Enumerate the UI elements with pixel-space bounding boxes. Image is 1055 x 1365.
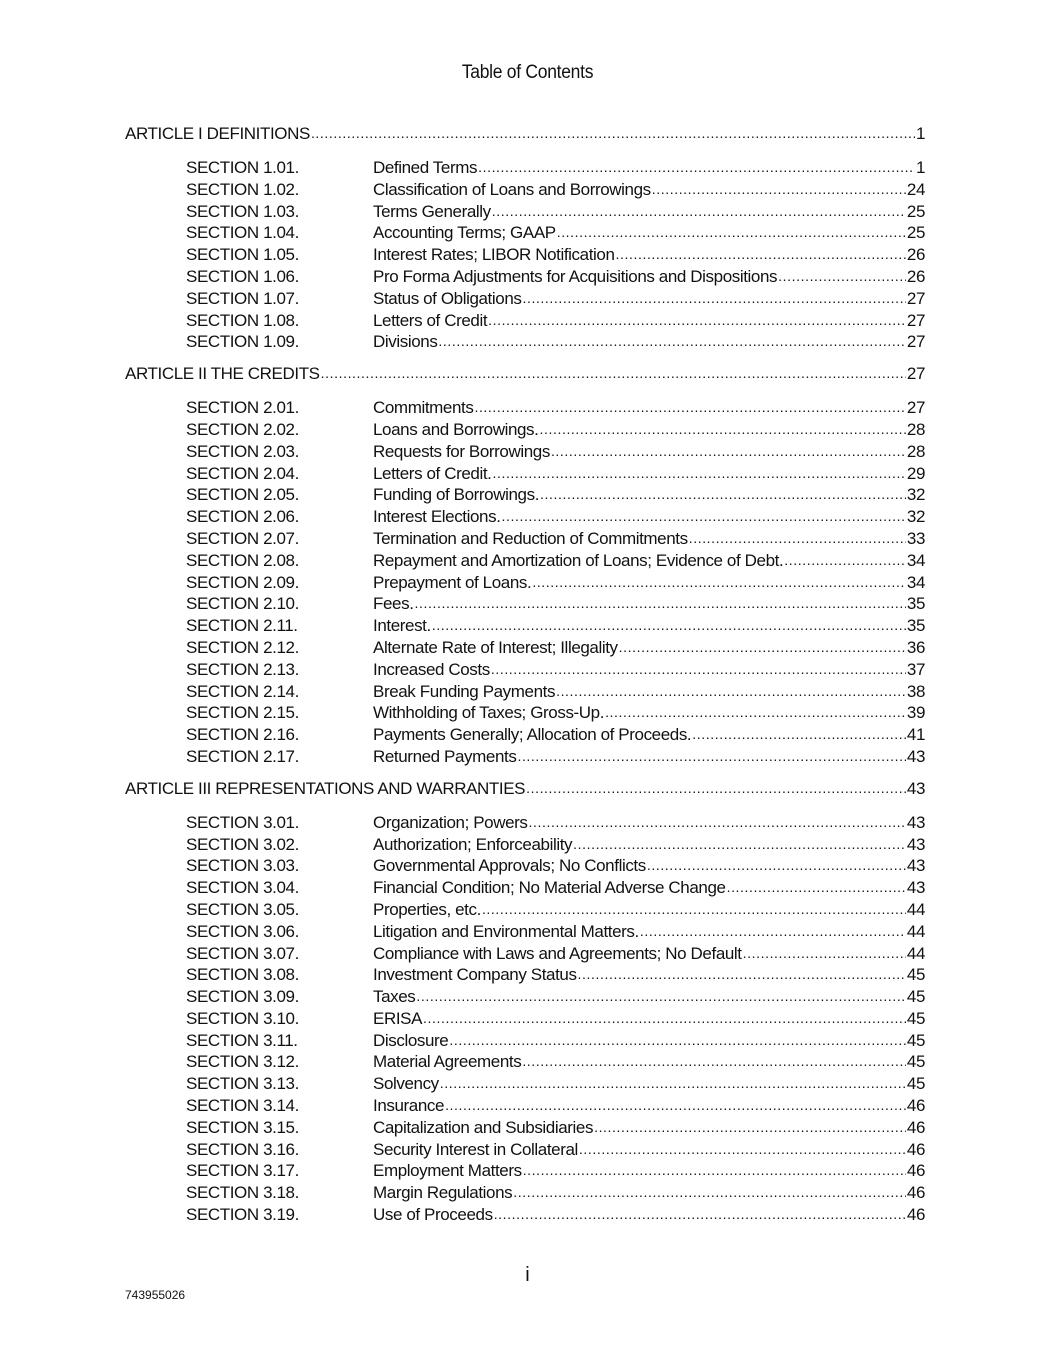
page-number-ref: 36 <box>906 637 925 657</box>
page-title: Table of Contents <box>461 62 594 83</box>
toc-section-entry[interactable] <box>125 811 925 833</box>
dot-leader <box>540 483 906 500</box>
article-label: ARTICLE I DEFINITIONS <box>125 124 310 143</box>
dot-leader <box>488 309 906 326</box>
dot-leader <box>594 1116 906 1133</box>
page-number-ref: 27 <box>906 332 925 352</box>
section-number: SECTION 1.09. <box>186 332 299 352</box>
section-number: SECTION 1.08. <box>186 310 299 330</box>
dot-leader <box>778 265 906 282</box>
dot-leader <box>432 614 906 631</box>
page-number-ref: 32 <box>906 507 925 527</box>
section-title: Status of Obligations <box>373 288 522 308</box>
section-title: Taxes <box>373 987 416 1007</box>
dot-leader <box>689 527 906 544</box>
section-number: SECTION 3.03. <box>186 856 299 876</box>
spacer <box>125 1225 925 1235</box>
section-number: SECTION 3.13. <box>186 1074 299 1094</box>
section-number: SECTION 3.18. <box>186 1183 299 1203</box>
section-title: Termination and Reduction of Commitments <box>373 528 688 548</box>
section-number: SECTION 3.16. <box>186 1139 299 1159</box>
dot-leader <box>449 1029 906 1046</box>
dot-leader <box>529 811 906 828</box>
section-number: SECTION 1.05. <box>186 245 299 265</box>
page-number-ref: 45 <box>906 1052 925 1072</box>
page-number-ref: 25 <box>906 223 925 243</box>
section-number: SECTION 2.13. <box>186 659 299 679</box>
toc-section-entry[interactable] <box>125 1007 925 1029</box>
table-of-contents <box>125 122 925 1235</box>
toc-section-entry[interactable] <box>125 1029 925 1051</box>
toc-section-entry[interactable] <box>125 985 925 1007</box>
section-number: SECTION 3.14. <box>186 1096 299 1116</box>
dot-leader <box>605 701 906 718</box>
section-title: Interest. <box>373 616 431 636</box>
toc-section-entry[interactable] <box>125 156 925 178</box>
toc-section-entry[interactable] <box>125 549 925 571</box>
dot-leader <box>502 505 906 522</box>
section-number: SECTION 3.06. <box>186 921 299 941</box>
toc-section-entry[interactable] <box>125 1094 925 1116</box>
toc-section-entry[interactable] <box>125 854 925 876</box>
toc-section-entry[interactable] <box>125 1050 925 1072</box>
toc-section-entry[interactable] <box>125 723 925 745</box>
page-number-ref: 33 <box>906 528 925 548</box>
toc-section-entry[interactable] <box>125 418 925 440</box>
section-title: Increased Costs <box>373 659 490 679</box>
toc-section-entry[interactable] <box>125 1138 925 1160</box>
dot-leader <box>440 1072 906 1089</box>
section-number: SECTION 2.16. <box>186 725 299 745</box>
section-title: Loans and Borrowings. <box>373 419 539 439</box>
section-title: Governmental Approvals; No Conflicts <box>373 856 646 876</box>
spacer <box>125 801 925 811</box>
toc-section-entry[interactable] <box>125 1072 925 1094</box>
dot-leader <box>494 1203 906 1220</box>
page-number-ref: 46 <box>906 1161 925 1181</box>
section-title: Break Funding Payments <box>373 681 556 701</box>
page-number-ref: 26 <box>906 266 925 286</box>
page-number-ref: 32 <box>906 485 925 505</box>
page-number-ref: 29 <box>906 463 925 483</box>
toc-section-entry[interactable] <box>125 200 925 222</box>
page-number-ref: 34 <box>906 572 925 592</box>
section-number: SECTION 1.06. <box>186 266 299 286</box>
section-number: SECTION 3.02. <box>186 834 299 854</box>
toc-section-entry[interactable] <box>125 920 925 942</box>
page-number-ref: 34 <box>906 550 925 570</box>
page-number-ref: 44 <box>906 943 925 963</box>
section-title: Classification of Loans and Borrowings <box>373 179 651 199</box>
section-number: SECTION 3.05. <box>186 899 299 919</box>
section-title: Interest Rates; LIBOR Notification <box>373 245 615 265</box>
section-number: SECTION 3.09. <box>186 987 299 1007</box>
section-title: Funding of Borrowings. <box>373 485 540 505</box>
page-number-ref: 35 <box>906 594 925 614</box>
section-number: SECTION 2.10. <box>186 594 299 614</box>
toc-section-entry[interactable] <box>125 876 925 898</box>
toc-section-entry[interactable] <box>125 680 925 702</box>
toc-section-entry[interactable] <box>125 1159 925 1181</box>
page-number-ref: 27 <box>906 398 925 418</box>
toc-section-entry[interactable] <box>125 462 925 484</box>
section-title: Security Interest in Collateral <box>373 1139 578 1159</box>
dot-leader <box>517 745 905 762</box>
dot-leader <box>578 963 906 980</box>
section-title: Disclosure <box>373 1030 449 1050</box>
section-number: SECTION 2.02. <box>186 419 299 439</box>
spacer <box>125 146 925 156</box>
page-number-ref: 27 <box>906 310 925 330</box>
section-title: Payments Generally; Allocation of Proceeds. <box>373 725 692 745</box>
toc-section-entry[interactable] <box>125 221 925 243</box>
dot-leader <box>492 462 905 479</box>
dot-leader <box>573 833 906 850</box>
page-number-ref: 28 <box>906 419 925 439</box>
toc-section-entry[interactable] <box>125 309 925 331</box>
dot-leader <box>482 898 906 915</box>
page-number-ref: 43 <box>906 812 925 832</box>
section-number: SECTION 2.17. <box>186 746 299 766</box>
toc-section-entry[interactable] <box>125 265 925 287</box>
section-title: Divisions <box>373 332 438 352</box>
toc-section-entry[interactable] <box>125 898 925 920</box>
dot-leader <box>513 1181 906 1198</box>
section-title: Interest Elections. <box>373 507 501 527</box>
page-number-ref: 43 <box>906 834 925 854</box>
section-number: SECTION 3.04. <box>186 878 299 898</box>
section-number: SECTION 3.15. <box>186 1117 299 1137</box>
section-title: Organization; Powers <box>373 812 528 832</box>
section-number: SECTION 2.06. <box>186 507 299 527</box>
dot-leader <box>551 440 906 457</box>
toc-section-entry[interactable] <box>125 614 925 636</box>
section-number: SECTION 1.01. <box>186 158 299 177</box>
section-title: Financial Condition; No Material Adverse Change <box>373 878 726 898</box>
section-number: SECTION 2.03. <box>186 441 299 461</box>
section-number: SECTION 3.12. <box>186 1052 299 1072</box>
dot-leader <box>492 200 906 217</box>
dot-leader <box>743 942 906 959</box>
toc-article-entry[interactable] <box>125 122 925 146</box>
toc-section-entry[interactable] <box>125 571 925 593</box>
section-title: Accounting Terms; GAAP <box>373 223 556 243</box>
page-number-ref: 45 <box>906 1008 925 1028</box>
dot-leader <box>438 330 905 347</box>
dot-leader <box>491 658 906 675</box>
page-number-ref: 1 <box>915 124 925 143</box>
section-number: SECTION 1.02. <box>186 179 299 199</box>
section-title: Alternate Rate of Interest; Illegality <box>373 637 618 657</box>
toc-section-entry[interactable] <box>125 745 925 767</box>
toc-section-entry[interactable] <box>125 287 925 309</box>
page-number-ref: 1 <box>915 158 925 177</box>
dot-leader <box>478 156 915 173</box>
toc-section-entry[interactable] <box>125 396 925 418</box>
toc-section-entry[interactable] <box>125 833 925 855</box>
toc-section-entry[interactable] <box>125 1116 925 1138</box>
section-title: Commitments <box>373 398 474 418</box>
toc-section-entry[interactable] <box>125 658 925 680</box>
toc-section-entry[interactable] <box>125 963 925 985</box>
dot-leader <box>727 876 906 893</box>
section-number: SECTION 2.11. <box>186 616 298 636</box>
page-number-ref: 35 <box>906 616 925 636</box>
section-title: Employment Matters <box>373 1161 522 1181</box>
dot-leader <box>526 777 906 794</box>
section-title: Authorization; Enforceability <box>373 834 573 854</box>
section-title: Use of Proceeds <box>373 1205 493 1225</box>
dot-leader <box>522 287 905 304</box>
dot-leader <box>416 985 905 1002</box>
section-number: SECTION 2.09. <box>186 572 299 592</box>
dot-leader <box>579 1138 906 1155</box>
page-number-ref: 45 <box>906 965 925 985</box>
toc-section-entry[interactable] <box>125 330 925 352</box>
page-number-ref: 27 <box>906 288 925 308</box>
section-number: SECTION 3.08. <box>186 965 299 985</box>
dot-leader <box>692 723 906 740</box>
toc-section-entry[interactable] <box>125 178 925 200</box>
section-title: Repayment and Amortization of Loans; Evidence of Debt. <box>373 550 784 570</box>
page-number-ref: 44 <box>906 899 925 919</box>
page-number-ref: 44 <box>906 921 925 941</box>
section-title: Fees. <box>373 594 414 614</box>
section-title: Defined Terms <box>373 158 478 177</box>
page-number-ref: 45 <box>906 1030 925 1050</box>
section-number: SECTION 2.05. <box>186 485 299 505</box>
spacer <box>125 386 925 396</box>
section-title: Letters of Credit <box>373 310 488 330</box>
section-number: SECTION 2.01. <box>186 398 299 418</box>
dot-leader <box>321 362 906 379</box>
dot-leader <box>557 221 906 238</box>
toc-section-entry[interactable] <box>125 440 925 462</box>
page-number-ref: 43 <box>906 878 925 898</box>
spacer <box>125 352 925 362</box>
section-title: Withholding of Taxes; Gross-Up. <box>373 703 605 723</box>
section-number: SECTION 1.07. <box>186 288 299 308</box>
section-title: Margin Regulations <box>373 1183 513 1203</box>
section-title: Pro Forma Adjustments for Acquisitions and Dispositions <box>373 266 778 286</box>
dot-leader <box>522 1050 906 1067</box>
section-title: Letters of Credit. <box>373 463 492 483</box>
toc-article-entry[interactable] <box>125 777 925 801</box>
dot-leader <box>647 854 906 871</box>
page-number-ref: 43 <box>906 746 925 766</box>
section-number: SECTION 3.01. <box>186 812 299 832</box>
page-number-ref: 39 <box>906 703 925 723</box>
section-number: SECTION 3.10. <box>186 1008 299 1028</box>
dot-leader <box>523 1159 906 1176</box>
dot-leader <box>556 680 906 697</box>
dot-leader <box>784 549 906 566</box>
page-number-ref: 46 <box>906 1117 925 1137</box>
dot-leader <box>415 592 906 609</box>
page-number-ref: 37 <box>906 659 925 679</box>
section-title: Prepayment of Loans. <box>373 572 532 592</box>
section-number: SECTION 2.14. <box>186 681 299 701</box>
dot-leader <box>423 1007 906 1024</box>
toc-article-entry[interactable] <box>125 362 925 386</box>
page-number-ref: 26 <box>906 245 925 265</box>
dot-leader <box>640 920 906 937</box>
page-number-ref: 46 <box>906 1139 925 1159</box>
page-number-ref: 45 <box>906 987 925 1007</box>
toc-section-entry[interactable] <box>125 483 925 505</box>
section-number: SECTION 2.07. <box>186 528 299 548</box>
section-title: Requests for Borrowings <box>373 441 550 461</box>
section-title: ERISA <box>373 1008 423 1028</box>
page-number-ref: 46 <box>906 1205 925 1225</box>
toc-section-entry[interactable] <box>125 701 925 723</box>
section-number: SECTION 2.04. <box>186 463 299 483</box>
page-number-ref: 46 <box>906 1096 925 1116</box>
page-number-ref: 43 <box>906 778 925 798</box>
article-label: ARTICLE II THE CREDITS <box>125 364 320 384</box>
page-number-ref: 38 <box>906 681 925 701</box>
section-title: Properties, etc. <box>373 899 481 919</box>
dot-leader <box>445 1094 906 1111</box>
section-title: Material Agreements <box>373 1052 522 1072</box>
toc-section-entry[interactable] <box>125 527 925 549</box>
section-number: SECTION 1.04. <box>186 223 299 243</box>
toc-section-entry[interactable] <box>125 592 925 614</box>
dot-leader <box>532 571 906 588</box>
page-number-ref: 45 <box>906 1074 925 1094</box>
toc-section-entry[interactable] <box>125 1181 925 1203</box>
dot-leader <box>540 418 906 435</box>
page-number-ref: 25 <box>906 201 925 221</box>
section-title: Insurance <box>373 1096 445 1116</box>
section-title: Returned Payments <box>373 746 517 766</box>
section-number: SECTION 3.11. <box>186 1030 298 1050</box>
section-number: SECTION 3.07. <box>186 943 299 963</box>
document-id: 743955026 <box>125 1288 186 1302</box>
dot-leader <box>311 122 915 139</box>
toc-section-entry[interactable] <box>125 636 925 658</box>
spacer <box>125 767 925 777</box>
dot-leader <box>616 243 906 260</box>
toc-section-entry[interactable] <box>125 1203 925 1225</box>
page-number-ref: 28 <box>906 441 925 461</box>
page-number-ref: 27 <box>906 364 925 384</box>
page-number-ref: 24 <box>906 179 925 199</box>
section-title: Litigation and Environmental Matters. <box>373 921 639 941</box>
section-number: SECTION 2.15. <box>186 703 299 723</box>
dot-leader <box>652 178 906 195</box>
section-number: SECTION 2.12. <box>186 637 299 657</box>
section-number: SECTION 3.19. <box>186 1205 299 1225</box>
page-number-ref: 41 <box>906 725 925 745</box>
page-number-ref: 46 <box>906 1183 925 1203</box>
section-title: Terms Generally <box>373 201 491 221</box>
section-title: Compliance with Laws and Agreements; No Default <box>373 943 742 963</box>
section-number: SECTION 2.08. <box>186 550 299 570</box>
dot-leader <box>474 396 905 413</box>
toc-section-entry[interactable] <box>125 243 925 265</box>
section-title: Investment Company Status <box>373 965 577 985</box>
article-label: ARTICLE III REPRESENTATIONS AND WARRANTIES <box>125 778 526 798</box>
section-title: Solvency <box>373 1074 439 1094</box>
section-number: SECTION 3.17. <box>186 1161 299 1181</box>
toc-section-entry[interactable] <box>125 505 925 527</box>
section-title: Capitalization and Subsidiaries <box>373 1117 594 1137</box>
toc-section-entry[interactable] <box>125 942 925 964</box>
page-number: i <box>525 1264 530 1286</box>
dot-leader <box>619 636 906 653</box>
section-number: SECTION 1.03. <box>186 201 299 221</box>
page-number-ref: 43 <box>906 856 925 876</box>
